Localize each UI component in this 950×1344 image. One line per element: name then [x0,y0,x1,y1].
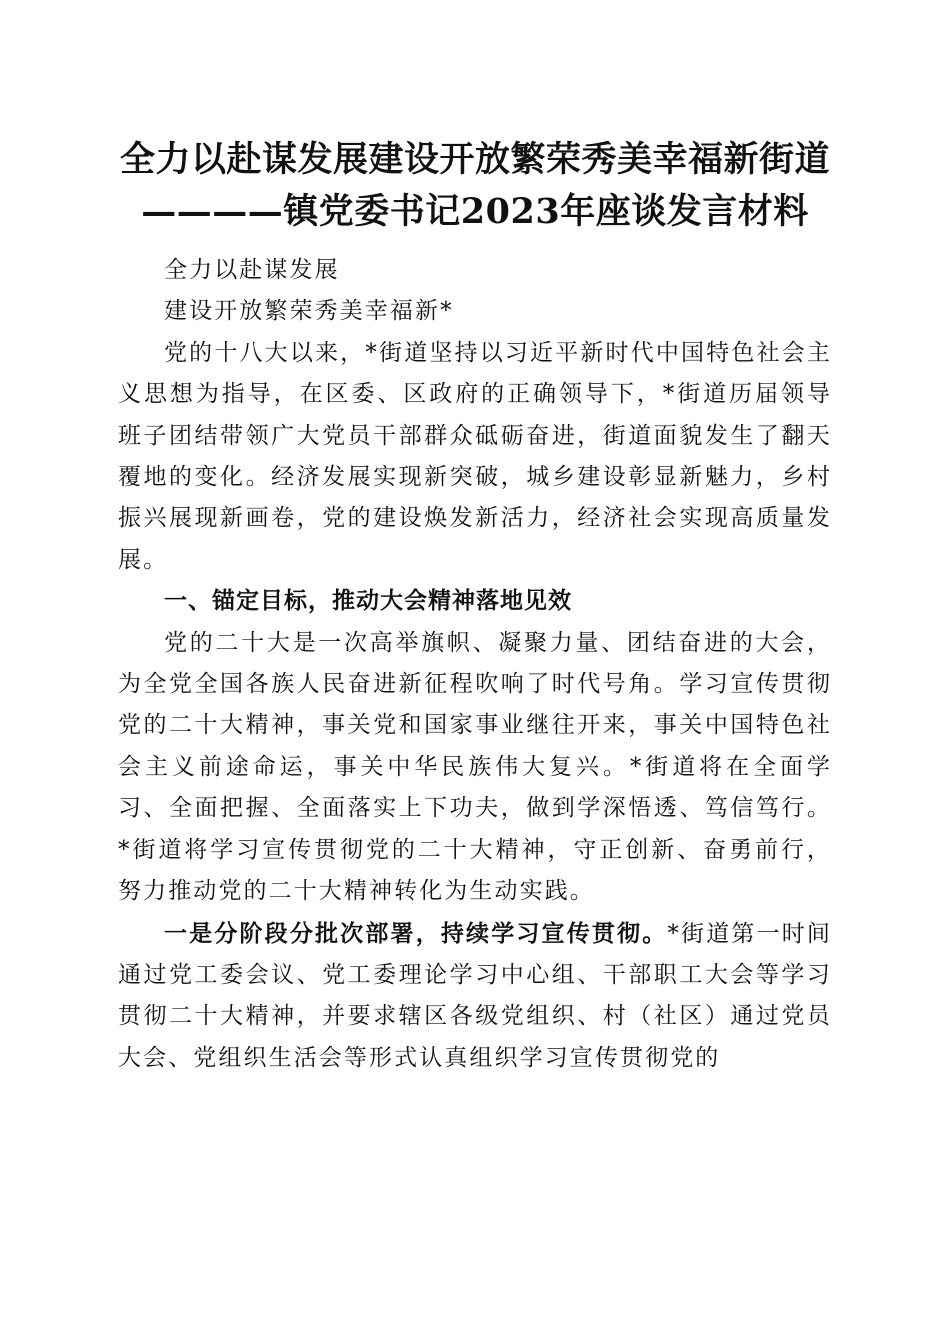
intro-line-1: 全力以赴谋发展 [164,257,340,283]
document-title [100,134,850,238]
intro-line-2: 建设开放繁荣秀美幸福新* [164,298,454,325]
document-body [118,250,832,1079]
paragraph-section-1: 党的二十大是一次高举旗帜、凝聚力量、团结奋进的大会，为全党全国各族人民奋进新征程吹响了时代号角。学习宣传贯彻党的二十大精神，事关党和国家事业继往开来，事关中国特色社会主义前途命运，事关中华民族伟大复兴。*街道将在全面学习、全面把握、全面落实上下功夫，做到学深悟透、笃信笃行。*街道将学习宣传贯彻党的二十大精神，守正创新、奋勇前行，努力推动党的二十大精神转化为生动实践。 [118,629,832,905]
title-line-subtitle: ————镇党委书记2023年座谈发言材料 [141,191,809,232]
point-1-text: *街道第一时间通过党工委会议、党工委理论学习中心组、干部职工大会等学习贯彻二十大精神，并要求辖区各级党组织、村（社区）通过党员大会、党组织生活会等形式认真组织学习宣传贯彻党的 [118,920,833,1071]
section-heading-1: 一、锚定目标，推动大会精神落地见效 [164,588,572,615]
title-line-main: 全力以赴谋发展建设开放繁荣秀美幸福新街道 [119,139,830,180]
paragraph-opening: 党的十八大以来，*街道坚持以习近平新时代中国特色社会主义思想为指导，在区委、区政府的正确领导下，*街道历届领导班子团结带领广大党员干部群众砥砺奋进，街道面貌发生了翻天覆地的变化。经济发展实现新突破，城乡建设彰显新魅力，乡村振兴展现新画卷，党的建设焕发新活力，经济社会实现高质量发展。 [118,339,832,573]
paragraph-point-1 [118,913,832,1080]
point-1-lead: 一是分阶段分批次部署，持续学习宣传贯彻。 [164,919,668,947]
